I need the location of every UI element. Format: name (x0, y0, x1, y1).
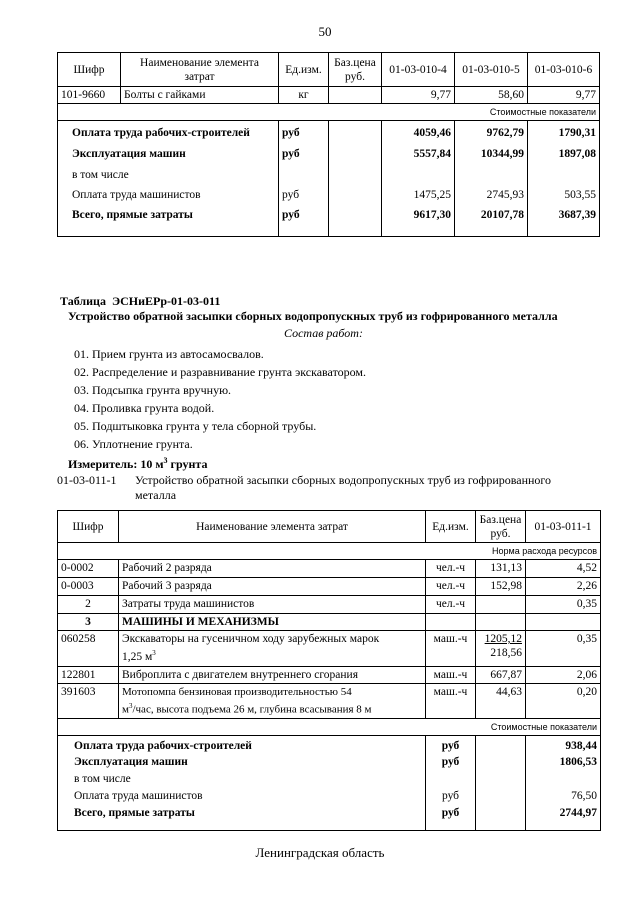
summary-row: Оплата труда рабочих-строителей руб 938,44 (58, 735, 601, 754)
footer-region: Ленинградская область (255, 845, 385, 860)
summary-row: в том числе (58, 771, 601, 788)
composition-title: Состав работ: (284, 326, 363, 340)
header-col1: 01-03-010-4 (382, 53, 455, 87)
header-col2: 01-03-010-5 (455, 53, 528, 87)
summary-row: Всего, прямые затраты руб 9617,30 20107,78 3687,39 (58, 205, 600, 237)
step-item: 04. Проливка грунта водой. (74, 401, 215, 415)
header-code: Шифр (58, 53, 121, 87)
row-name: Болты с гайками (121, 87, 279, 104)
summary-row: Оплата труда машинистов руб 76,50 (58, 788, 601, 805)
row-code: 101-9660 (58, 87, 121, 104)
header-name: Наименование элемента затрат (119, 511, 426, 543)
table-row: 391603 Мотопомпа бензиновая производительностью 54 $м^3$/час, высота подъема 26 м, глубина всасывания 8 м маш.-ч 44,63 0,20 (58, 684, 601, 719)
cost-label: Стоимостные показатели (58, 718, 601, 735)
summary-row: Всего, прямые затраты руб 2744,97 (58, 805, 601, 831)
section-title: Устройство обратной засыпки сборных водопропускных труб из гофрированного металла (68, 309, 558, 323)
header-price: Баз.цена руб. (329, 53, 382, 87)
header-code: Шифр (58, 511, 119, 543)
header-name: Наименование элемента затрат (121, 53, 279, 87)
header-col1: 01-03-011-1 (526, 511, 601, 543)
header-unit: Ед.изм. (426, 511, 476, 543)
table-row: 060258 Экскаваторы на гусеничном ходу зарубежных марок 1,25 $м^3$ маш.-ч 1205,12 218,56 0,35 (58, 631, 601, 667)
header-price: Баз.цена руб. (476, 511, 526, 543)
table-row: 0-0003 Рабочий 3 разряда чел.-ч 152,98 2,26 (58, 578, 601, 596)
summary-row: Оплата труда машинистов руб 1475,25 2745,93 503,55 (58, 184, 600, 205)
row-v3: 9,77 (528, 87, 600, 104)
cost-label: Стоимостные показатели (58, 104, 600, 121)
item-code: 01-03-011-1 (57, 473, 117, 487)
row-v1: 9,77 (382, 87, 455, 104)
item-text-2: металла (135, 488, 177, 502)
step-item: 05. Подштыковка грунта у тела сборной трубы. (74, 419, 317, 433)
table-row (58, 87, 600, 104)
item-text-1: Устройство обратной засыпки сборных водопропускных труб из гофрированного (135, 473, 552, 487)
step-item: 03. Подсыпка грунта вручную. (74, 383, 232, 397)
summary-row: в том числе (58, 164, 600, 184)
header-unit: Ед.изм. (279, 53, 329, 87)
meter-line: Измеритель: 10 $м^3$ грунта (68, 456, 208, 471)
table-caption: Таблица ЭСНиЕРр-01-03-011 (60, 294, 221, 308)
table-row: 0-0002 Рабочий 2 разряда чел.-ч 131,13 4,52 (58, 560, 601, 578)
step-item: 02. Распределение и разравнивание грунта экскаватором. (74, 365, 367, 379)
summary-row: Эксплуатация машин руб 1806,53 (58, 754, 601, 771)
row-price (329, 87, 382, 104)
summary-row: Эксплуатация машин руб 5557,84 10344,99 1897,08 (58, 144, 600, 164)
row-unit: кг (279, 87, 329, 104)
table-top (57, 52, 600, 237)
summary-row: Оплата труда рабочих-строителей руб 4059,46 9762,79 1790,31 (58, 121, 600, 144)
table-row: 2 Затраты труда машинистов чел.-ч 0,35 (58, 596, 601, 614)
header-col3: 01-03-010-6 (528, 53, 600, 87)
step-item: 01. Прием грунта из автосамосвалов. (74, 347, 264, 361)
table-row: 3 МАШИНЫ И МЕХАНИЗМЫ (58, 614, 601, 631)
table-bottom (57, 510, 601, 831)
row-v2: 58,60 (455, 87, 528, 104)
step-item: 06. Уплотнение грунта. (74, 437, 193, 451)
table-row: 122801 Виброплита с двигателем внутреннего сгорания маш.-ч 667,87 2,06 (58, 667, 601, 684)
norm-label: Норма расхода ресурсов (58, 543, 601, 560)
page-number: 50 (318, 24, 332, 39)
